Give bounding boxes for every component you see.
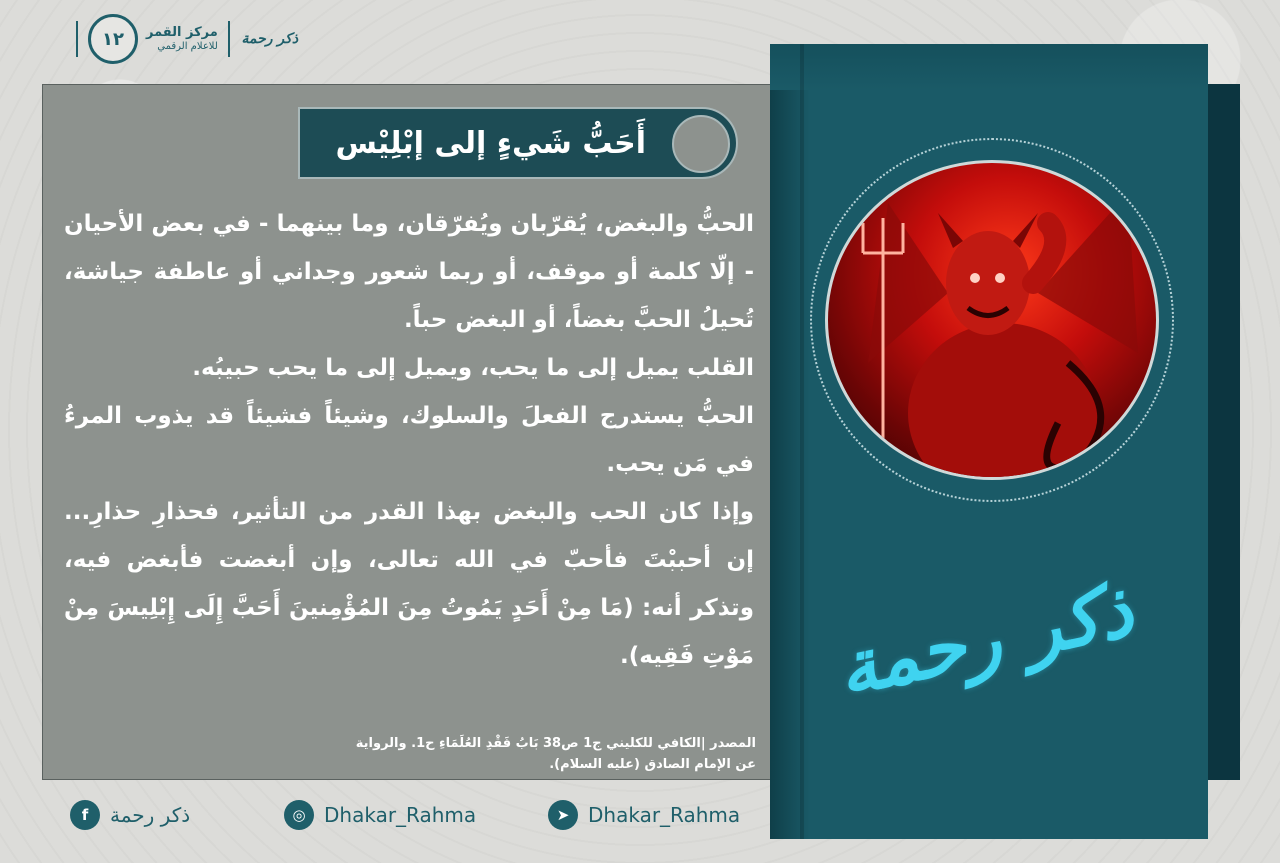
source-citation bbox=[300, 733, 756, 775]
logo-separator bbox=[228, 21, 230, 57]
paragraph-2: القلب يميل إلى ما يحب، ويميل إلى ما يحب حبيبُه. bbox=[192, 355, 754, 381]
center-logo-line1: مركز القمر bbox=[146, 25, 218, 41]
telegram-label: Dhakar_Rahma bbox=[588, 803, 741, 827]
instagram-link[interactable] bbox=[284, 800, 476, 830]
logo-separator bbox=[76, 21, 78, 57]
title-circle-icon bbox=[672, 115, 730, 173]
title-bar bbox=[298, 107, 738, 179]
book-top-flap bbox=[770, 44, 1208, 90]
header-logos bbox=[76, 14, 300, 64]
center-logo bbox=[88, 14, 218, 64]
moon-logo-icon: ١٢ bbox=[88, 14, 138, 64]
body-text bbox=[64, 200, 754, 680]
source-line-1: المصدر |الكافي للكليني ج1 ص38 بَابُ فَقْدِ العُلَمَاءِ ح1. والرواية bbox=[355, 736, 756, 751]
dhakar-logo-text: ذكر رحمة bbox=[241, 31, 299, 47]
instagram-icon: ◎ bbox=[284, 800, 314, 830]
facebook-label: ذكر رحمة bbox=[110, 803, 191, 827]
instagram-label: Dhakar_Rahma bbox=[324, 803, 477, 827]
book-spine bbox=[800, 44, 804, 839]
facebook-link[interactable] bbox=[70, 800, 190, 830]
page-title: أَحَبُّ شَيءٍ إلى إبْلِيْس bbox=[335, 125, 646, 161]
center-logo-line2: للاعلام الرقمي bbox=[157, 40, 218, 52]
dhakar-logo bbox=[240, 14, 300, 64]
facebook-icon: f bbox=[70, 800, 100, 830]
footer bbox=[0, 800, 1280, 840]
telegram-icon: ➤ bbox=[548, 800, 578, 830]
calligraphy-text: ذكر رحمة bbox=[829, 566, 1141, 714]
calligraphy-logo bbox=[829, 520, 1141, 760]
telegram-link[interactable] bbox=[548, 800, 740, 830]
devil-figure-icon bbox=[828, 163, 1159, 480]
devil-illustration bbox=[825, 160, 1159, 480]
image-frame bbox=[810, 138, 1174, 502]
center-logo-text bbox=[146, 26, 218, 51]
source-line-2: عن الإمام الصادق (عليه السلام). bbox=[549, 757, 756, 772]
paragraph-3: الحبُّ يستدرج الفعلَ والسلوك، وشيئاً فشيئاً قد يذوب المرءُ في مَن يحب. bbox=[64, 403, 754, 477]
paragraph-4: وإذا كان الحب والبغض بهذا القدر من التأثير، فحذارِ حذارِ... إن أحببْتَ فأحبّ في الله تعالى، وإن أبغضت فأبغض فيه، وتذكر أنه: (مَا مِنْ أَحَدٍ يَمُوتُ مِنَ المُؤْمِنينَ أَحَبَّ إِلَى إِبْلِيسَ مِنْ مَوْتِ فَقِيه). bbox=[64, 499, 754, 669]
paragraph-1: الحبُّ والبغض، يُقرّبان ويُفرّقان، وما بينهما - في بعض الأحيان - إلّا كلمة أو موقف، أو ربما شعور وجداني أو عاطفة جياشة، تُحيلُ الحبَّ بغضاً، أو البغض حباً. bbox=[64, 211, 754, 333]
